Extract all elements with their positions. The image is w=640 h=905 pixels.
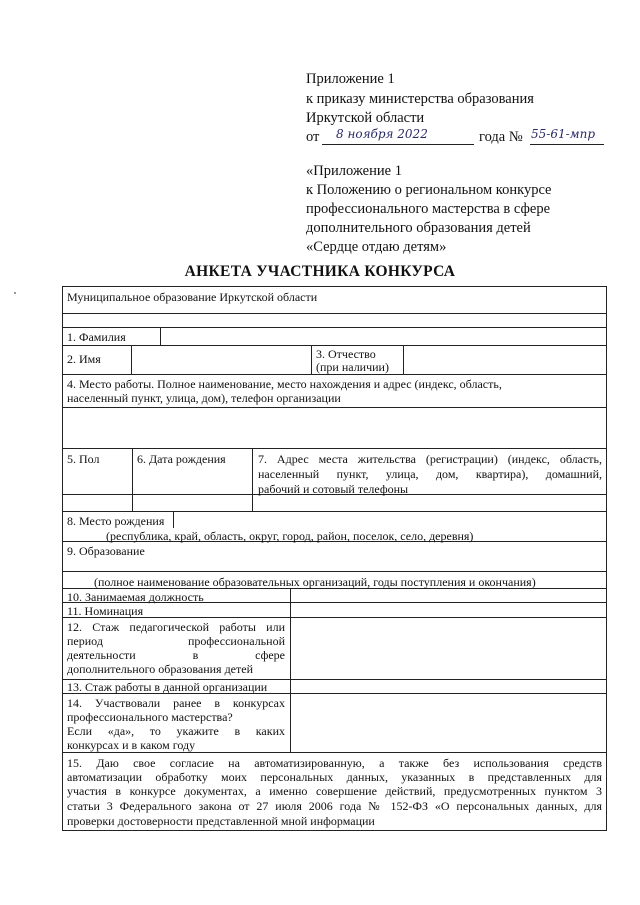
contests-label: 14. Участвовали ранее в конкурсах — [67, 696, 285, 710]
cell-line — [311, 345, 312, 374]
regulation-line-5: «Сердце отдаю детям» — [306, 239, 447, 255]
gender-label: 5. Пол — [67, 452, 100, 466]
regulation-line-3: профессионального мастерства в сфере — [306, 201, 551, 217]
consent-text-3: участия в конкурсе документах, а именно совершение действий, предусмотренных пунктом 3 — [67, 784, 602, 798]
left-border — [62, 286, 63, 831]
ped-experience-label-3: деятельности в сфере — [67, 648, 285, 662]
order-date-handwritten: 8 ноября 2022 — [336, 127, 428, 141]
cell-line — [173, 511, 174, 528]
ped-experience-label-4: дополнительного образования детей — [67, 662, 253, 676]
municipality-label: Муниципальное образование Иркутской области — [67, 290, 318, 304]
date-underline — [322, 144, 474, 145]
consent-text-1: 15. Даю свое согласие на автоматизированную, а также без использования средств — [67, 756, 602, 770]
address-label: 7. Адрес места жительства (регистрации) (индекс, область, — [258, 452, 602, 466]
address-label-end: рабочий и сотовый телефоны — [258, 482, 409, 496]
cell-line — [290, 588, 291, 752]
appendix-label: Приложение 1 — [306, 71, 395, 87]
regulation-line-4: дополнительного образования детей — [306, 220, 531, 236]
row-line — [62, 345, 607, 346]
birthplace-label: 8. Место рождения — [67, 514, 165, 528]
row-line — [62, 511, 607, 512]
row-line — [62, 830, 607, 831]
row-line — [62, 374, 607, 375]
ped-experience-label-2: период профессиональной — [67, 634, 285, 648]
row-line — [62, 617, 607, 618]
scan-speck — [14, 292, 16, 294]
region-name: Иркутской области — [306, 110, 425, 126]
workplace-label: 4. Место работы. Полное наименование, место нахождения и адрес (индекс, область, — [67, 377, 502, 391]
consent-text-4: статьи 3 Федерального закона от 27 июля 2006 года № 152-ФЗ «О персональных данных, для — [67, 799, 602, 813]
consent-text-2: автоматизации обработку моих персональных данных, указанных в представленных для — [67, 770, 602, 784]
nomination-label: 11. Номинация — [67, 604, 144, 618]
education-label: 9. Образование — [67, 544, 145, 558]
number-underline — [530, 144, 604, 145]
education-hint: (полное наименование образовательных организаций, годы поступления и окончания) — [94, 575, 536, 589]
row-line — [62, 327, 607, 328]
form-title: АНКЕТА УЧАСТНИКА КОНКУРСА — [184, 263, 456, 280]
org-experience-label: 13. Стаж работы в данной организации — [67, 680, 268, 694]
position-label: 10. Занимаемая должность — [67, 590, 204, 604]
cell-line — [131, 345, 132, 374]
contests-label-3: Если «да», то укажите в каких — [67, 724, 285, 738]
contests-label-2: профессионального мастерства? — [67, 710, 233, 724]
name-label: 2. Имя — [67, 352, 101, 366]
cell-line — [252, 448, 253, 511]
row-line — [62, 448, 607, 449]
regulation-appendix-label: «Приложение 1 — [306, 163, 402, 179]
cell-line — [160, 327, 161, 345]
order-number-label: года № — [479, 129, 523, 145]
right-border — [606, 286, 607, 831]
order-reference: к приказу министерства образования — [306, 91, 534, 107]
birthdate-label: 6. Дата рождения — [137, 452, 226, 466]
patronymic-hint: (при наличии) — [316, 360, 389, 374]
ped-experience-label: 12. Стаж педагогической работы или — [67, 620, 285, 634]
birthplace-hint: (республика, край, область, округ, город, район, поселок, село, деревня) — [106, 529, 474, 543]
surname-label: 1. Фамилия — [67, 330, 126, 344]
cell-line — [132, 448, 133, 511]
workplace-label-cont: населенный пункт, улица, дом), телефон организации — [67, 391, 341, 405]
order-number-handwritten: 55-61-мпр — [531, 127, 596, 141]
order-from-label: от — [306, 129, 320, 145]
row-line — [62, 313, 607, 314]
patronymic-label: 3. Отчество — [316, 347, 376, 361]
row-line — [62, 407, 607, 408]
regulation-line-2: к Положению о региональном конкурсе — [306, 182, 552, 198]
consent-text-5: проверки достоверности представленной мной информации — [67, 814, 375, 828]
cell-line — [403, 345, 404, 374]
row-line — [62, 286, 607, 287]
row-line — [62, 571, 607, 572]
address-label-cont: населенный пункт, улица, дом, квартира), домашний, — [258, 467, 602, 481]
contests-label-4: конкурсах и в каком году — [67, 738, 196, 752]
row-line — [62, 752, 607, 753]
